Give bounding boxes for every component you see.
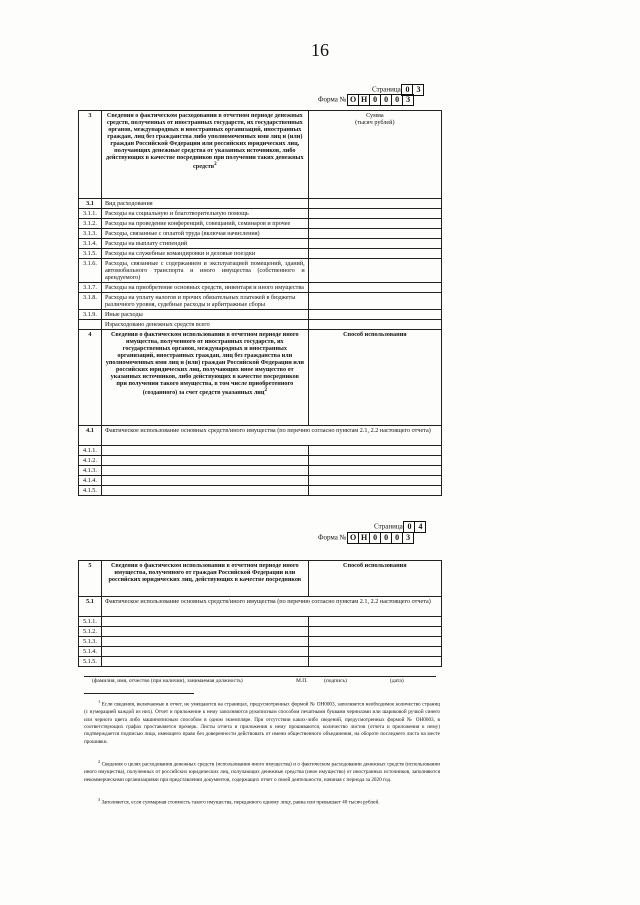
value-cell[interactable] [308,199,441,209]
row-label: Расходы, связанные с оплатой труда (включая начисления) [101,229,308,239]
row-label: Израсходовано денежных средств всего [101,320,308,330]
footnote-2 [84,758,440,784]
input-cell[interactable] [101,476,308,486]
digit-cell: 0 [391,94,403,106]
row-number: 3.1 [79,199,102,209]
form-label: Форма № [318,533,347,542]
row-label: Вид расходования [101,199,308,209]
signature-rule [84,676,436,677]
page-label: Страница [374,522,403,531]
property-table [78,560,442,667]
section5-title: Сведения о фактическом использовании в отчетном периоде иного имущества, полученного от граждан Российской Федерации или российских юридических лиц, действующих в качестве посредников [101,561,308,597]
digit-cell: 3 [412,84,424,96]
digit-cell: О [347,532,359,544]
row-number: 4.1.4. [79,476,102,486]
digit-cell: 0 [380,94,392,106]
expenses-table [78,110,442,496]
row-number: 5.1.1. [79,617,102,627]
value-cell[interactable] [308,310,441,320]
section5-number: 5 [79,561,102,597]
input-cell[interactable] [308,476,441,486]
input-cell[interactable] [101,657,308,667]
value-cell[interactable] [308,293,441,310]
digit-cell: 3 [402,94,414,106]
digit-cell: 0 [401,84,413,96]
input-cell[interactable] [101,486,308,496]
value-cell[interactable] [308,219,441,229]
input-cell[interactable] [308,647,441,657]
row-label: Расходы на уплату налогов и прочих обязательных платежей в бюджеты различного уровня, судебные расходы и арбитражные сборы [101,293,308,310]
row-label: Иные расходы [101,310,308,320]
input-cell[interactable] [308,446,441,456]
row-number [79,320,102,330]
value-cell[interactable] [308,283,441,293]
digit-cell: 3 [402,532,414,544]
input-cell[interactable] [101,617,308,627]
row-label: Расходы, связанные с содержанием и эксплуатацией помещений, зданий, автомобильного транспорта и иного имущества (собственного и арендуемого) [101,259,308,283]
section3-number: 3 [79,111,102,199]
input-cell[interactable] [101,637,308,647]
row-label: Расходы на приобретение основных средств, инвентаря и иного имущества [101,283,308,293]
input-cell[interactable] [101,456,308,466]
value-cell[interactable] [308,239,441,249]
row-number: 5.1 [79,597,102,617]
input-cell[interactable] [308,627,441,637]
digit-cell: О [347,94,359,106]
digit-cell: Н [358,94,370,106]
value-cell[interactable] [308,229,441,239]
row-number: 3.1.4. [79,239,102,249]
row-number: 4.1.2. [79,456,102,466]
input-cell[interactable] [308,657,441,667]
method-header: Способ использования [308,330,441,426]
digit-cell: 4 [414,521,426,533]
row-number: 5.1.2. [79,627,102,637]
row-label: Расходы на проведение конференций, совещаний, семинаров и прочее [101,219,308,229]
row-label: Расходы на выплату стипендий [101,239,308,249]
digit-cell: 0 [403,521,415,533]
row-number: 3.1.8. [79,293,102,310]
row-number: 3.1.6. [79,259,102,283]
input-cell[interactable] [308,466,441,476]
row-number: 3.1.9. [79,310,102,320]
row-number: 4.1.5. [79,486,102,496]
input-cell[interactable] [308,456,441,466]
page-label: Страница [372,85,401,94]
footnote-3 [84,796,440,807]
value-cell[interactable] [308,249,441,259]
stamp-label: М.П. [296,678,308,684]
digit-cell: 0 [369,532,381,544]
row-label: Расходы на служебные командировки и деловые поездки [101,249,308,259]
signature-caption: (подпись) [324,678,347,684]
form-label: Форма № [318,95,347,104]
footnote-mark: 1 [98,699,101,704]
form-indicator-2 [318,532,414,544]
row-label: Фактическое использование основных средств/иного имущества (по перечню согласно пунктам 2.1, 2.2 настоящего отчета) [101,426,441,446]
row-label: Расходы на социальную и благотворительную помощь [101,209,308,219]
footnote-1 [84,698,440,746]
input-cell[interactable] [101,466,308,476]
footnote-mark: 3 [98,797,101,802]
row-label: Фактическое использование основных средств/иного имущества (по перечню согласно пунктам 2.1, 2.2 настоящего отчета) [101,597,441,617]
section3-title: Сведения о фактическом расходовании в отчетном периоде денежных средств, полученных от иностранных государств, их государственных органов, международных и иностранных организаций, иностранных граждан, лиц без гражданства либо уполномоченных ими лиц и (или) граждан Российской Федерации или российских юридических лиц, получающих денежные средства от указанных источников, либо действующих в качестве посредников при получении таких денежных средств$^2$ [101,111,308,199]
form-cells [348,94,414,106]
form-indicator [318,94,414,106]
row-number: 4.1 [79,426,102,446]
digit-cell: 0 [391,532,403,544]
row-number: 5.1.4. [79,647,102,657]
section4-number: 4 [79,330,102,426]
row-number: 3.1.3. [79,229,102,239]
row-number: 4.1.1. [79,446,102,456]
footnote-text: Сведения о целях расходования денежных средств (использования иного имущества) и о фактическом расходовании денежных средств (использовании иного имущества), полученных от российских юридических лиц, получающих денежные средства (иное имущество) от иностранных источников, заполняются некоммерческими организациями при представлении документов, содержащих отчет о своей деятельности, начиная с периода за 2020 год. [84,761,441,783]
input-cell[interactable] [101,647,308,657]
input-cell[interactable] [101,446,308,456]
page-number: 16 [311,40,329,60]
row-number: 3.1.5. [79,249,102,259]
row-number: 3.1.7. [79,283,102,293]
footnote-mark: 2 [98,759,101,764]
input-cell[interactable] [308,637,441,647]
row-number: 3.1.2. [79,219,102,229]
value-cell[interactable] [308,320,441,330]
date-caption: (дата) [390,678,404,684]
value-cell[interactable] [308,209,441,219]
input-cell[interactable] [101,627,308,637]
footnote-text: Заполняется, если суммарная стоимость такого имущества, переданного одному лицу, равна или превышает 40 тысяч рублей. [101,799,380,806]
footnote-text: Если сведения, включаемые в отчет, не умещаются на страницах, предусмотренных формой № ОН0003, заполняется необходимое количество страниц (с нумерацией каждой из них). Отчет и приложение к нему заполняются рукописным способом печатными буквами чернилами или шариковой ручкой синего или черного цвета либо машинописным способом в одном экземпляре. При отсутствии каких-либо сведений, предусмотренных формой № ОН0003, в соответствующих графах проставляется прочерк. Листы отчета и приложения к нему прошиваются, количество листов (отчета и приложения к нему) подтверждается подписью лица, имеющего право без доверенности действовать от имени общественного объединения, на обороте последнего листа на месте прошивки. [84,701,441,745]
digit-cell: 0 [369,94,381,106]
digit-cell: Н [358,532,370,544]
footnote-rule [84,693,194,694]
input-cell[interactable] [308,486,441,496]
section4-title: Сведения о фактическом использовании в отчетном периоде иного имущества, полученного от иностранных государств, их государственных органов, международных и иностранных организаций, иностранных граждан, лиц без гражданства или уполномоченных ими лиц и (или) граждан Российской Федерации или российских юридических лиц, получающих иное имущество от указанных источников, либо действующих в качестве посредников при получении такого имущества, в том числе приобретенного (созданного) за счет средств указанных лиц$^2$ [101,330,308,426]
row-number: 5.1.3. [79,637,102,647]
sum-header: Сумма (тысяч рублей) [308,111,441,199]
row-number: 3.1.1. [79,209,102,219]
form-cells [348,532,414,544]
signature-fio-caption: (фамилия, имя, отчество (при наличии), занимаемая должность) [92,678,243,684]
row-number: 4.1.3. [79,466,102,476]
digit-cell: 0 [380,532,392,544]
input-cell[interactable] [308,617,441,627]
method-header: Способ использования [308,561,441,597]
value-cell[interactable] [308,259,441,283]
row-number: 5.1.5. [79,657,102,667]
